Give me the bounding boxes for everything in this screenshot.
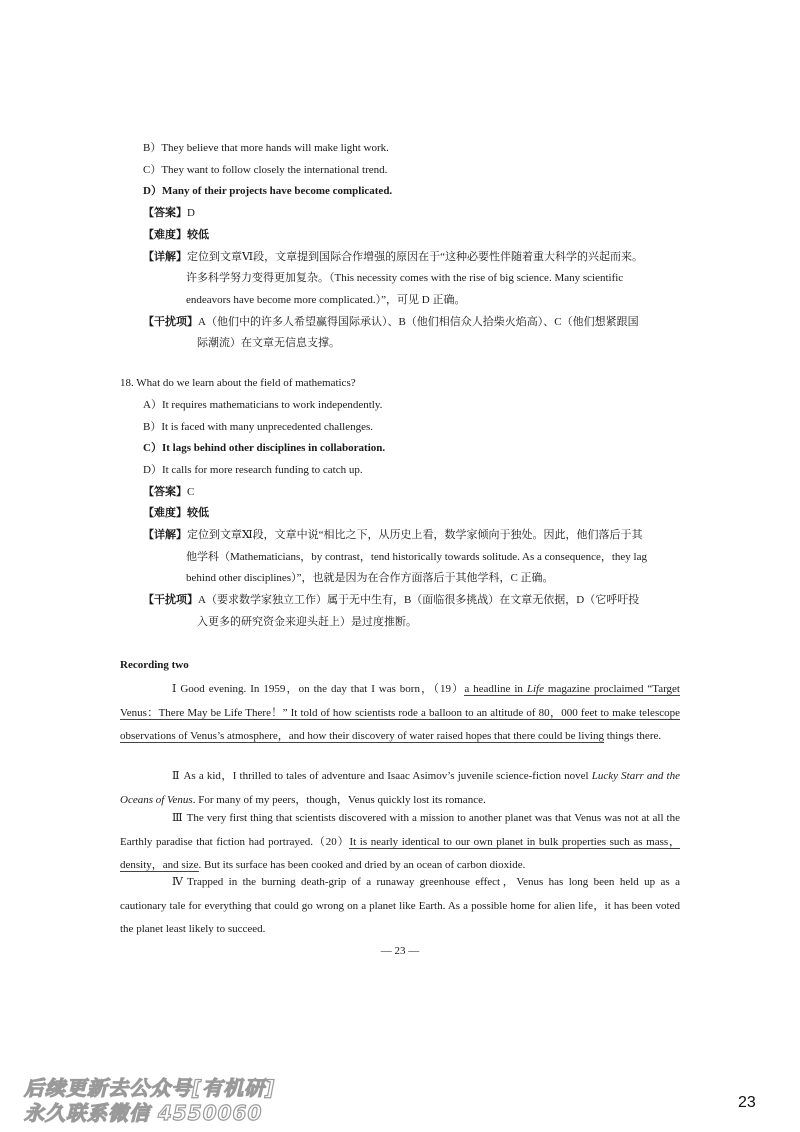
recording-paragraph-3 [120,807,680,878]
q18-difficulty [143,505,209,521]
watermark-line-2: 永久联系微信 4550060 [24,1101,263,1125]
recording-paragraph-2 [120,765,680,812]
watermark-line-1: 后续更新去公众号[有机研] [24,1076,276,1100]
watermark [24,1076,275,1126]
q17-answer [143,205,195,221]
recording-heading: Recording two [120,659,189,671]
answer-label: 【答案】 [143,486,187,498]
distractor-line: A（他们中的许多人希望赢得国际承认）、B（他们相信众人拾柴火焰高）、C（他们想紧跟国 [198,316,639,328]
page-number: — 23 — [380,945,420,957]
q18-stem: 18. What do we learn about the field of mathematics? [120,377,356,389]
q17-option-c: C）They want to follow closely the international trend. [143,164,388,176]
q18-explain-line3: behind other disciplines）”，也就是因为在合作方面落后于其他学科，C 正确。 [186,572,554,584]
answer-20-underline: It is nearly identical to our own planet in bulk properties such as mass，density，and size [120,835,680,871]
q17-option-b: B）They believe that more hands will make light work. [143,142,389,154]
q18-answer [143,484,194,500]
distractor-line: A（要求数学家独立工作）属于无中生有，B（面临很多挑战）在文章无依据，D（它呼吁投 [198,594,640,606]
answer-value: C [187,486,195,498]
q18-distractor [143,592,639,608]
answer-label: 【答案】 [143,207,187,219]
p1-ul-text: a headline in [464,683,527,695]
novel-title: Lucky Starr and the Oceans of Venus [120,770,680,806]
q17-explain-line3: endeavors have become more complicated.）”，可见 D 正确。 [186,294,466,306]
paragraph-number: Ⅲ [172,812,183,824]
paragraph-number: Ⅰ [172,683,177,695]
difficulty-value: 较低 [187,229,209,241]
p3-text: The very first thing that scientists discovered with a mission to another planet was that Venus was not at all the Earthly paradise that fiction had portrayed.（20） [120,812,680,848]
page-number-corner: 23 [738,1094,756,1111]
p2-text: As a kid，I thrilled to tales of adventure and Isaac Asimov’s juvenile science-fiction novel [183,770,592,782]
q17-distractor-line2: 际潮流）在文章无信息支撑。 [197,337,340,349]
difficulty-value: 较低 [187,507,209,519]
answer-value: D [187,207,195,219]
q18-explain-line2: 他学科（Mathematicians，by contrast，tend historically towards solitude. As a consequence，they lag [186,551,647,563]
explain-label: 【详解】 [143,529,187,541]
q18-distractor-line2: 入更多的研究资金来迎头赶上）是过度推断。 [197,616,417,628]
recording-paragraph-4 [120,871,680,942]
paragraph-number: Ⅳ [172,876,183,888]
explain-line: 定位到文章Ⅵ段，文章提到国际合作增强的原因在于“这种必要性伴随着重大科学的兴起而来。 [187,251,643,263]
recording-paragraph-1 [120,678,680,749]
p1-tail: things there. [603,730,662,742]
p1-text: Good evening. In 1959，on the day that I was born，（19） [180,683,465,695]
distractor-label: 【干扰项】 [143,594,198,606]
q18-option-a: A）It requires mathematicians to work independently. [143,399,383,411]
difficulty-label: 【难度】 [143,507,187,519]
q17-explain [143,249,643,265]
q17-difficulty [143,227,209,243]
p2-tail: . For many of my peers，though，Venus quickly lost its romance. [192,793,486,806]
p4-text: Trapped in the burning death-grip of a runaway greenhouse effect，Venus has long been held up as a cautionary tale for everything that could go wrong on a planet like Earth. As a possible home for alien life，it has been voted the planet least likely to succeed. [120,876,680,935]
q18-option-d: D）It calls for more research funding to catch up. [143,464,363,476]
explain-label: 【详解】 [143,251,187,263]
explain-line: 定位到文章Ⅺ段，文章中说“相比之下，从历史上看，数学家倾向于独处。因此，他们落后于其 [187,529,643,541]
q17-option-d: D）Many of their projects have become complicated. [143,185,393,197]
q18-explain [143,527,643,543]
q17-distractor [143,314,639,330]
paragraph-number: Ⅱ [172,770,180,782]
q18-option-b: B）It is faced with many unprecedented challenges. [143,421,374,433]
q17-explain-line2: 许多科学努力变得更加复杂。（This necessity comes with the rise of big science. Many scientific [186,272,624,284]
distractor-label: 【干扰项】 [143,316,198,328]
p3-tail: . But its surface has been cooked and dried by an ocean of carbon dioxide. [198,859,526,871]
p1-ul-text2: magazine proclaimed “Target Venus：There May be Life There！” It told of how scientists rode a balloon to an altitude of 80，000 feet to make telescope observations of Venus’s atmosphere，and how their discovery of water raised hopes that there could be living [120,683,680,742]
q18-option-c: C）It lags behind other disciplines in collaboration. [143,442,386,454]
magazine-title: Life [526,683,544,695]
difficulty-label: 【难度】 [143,229,187,241]
